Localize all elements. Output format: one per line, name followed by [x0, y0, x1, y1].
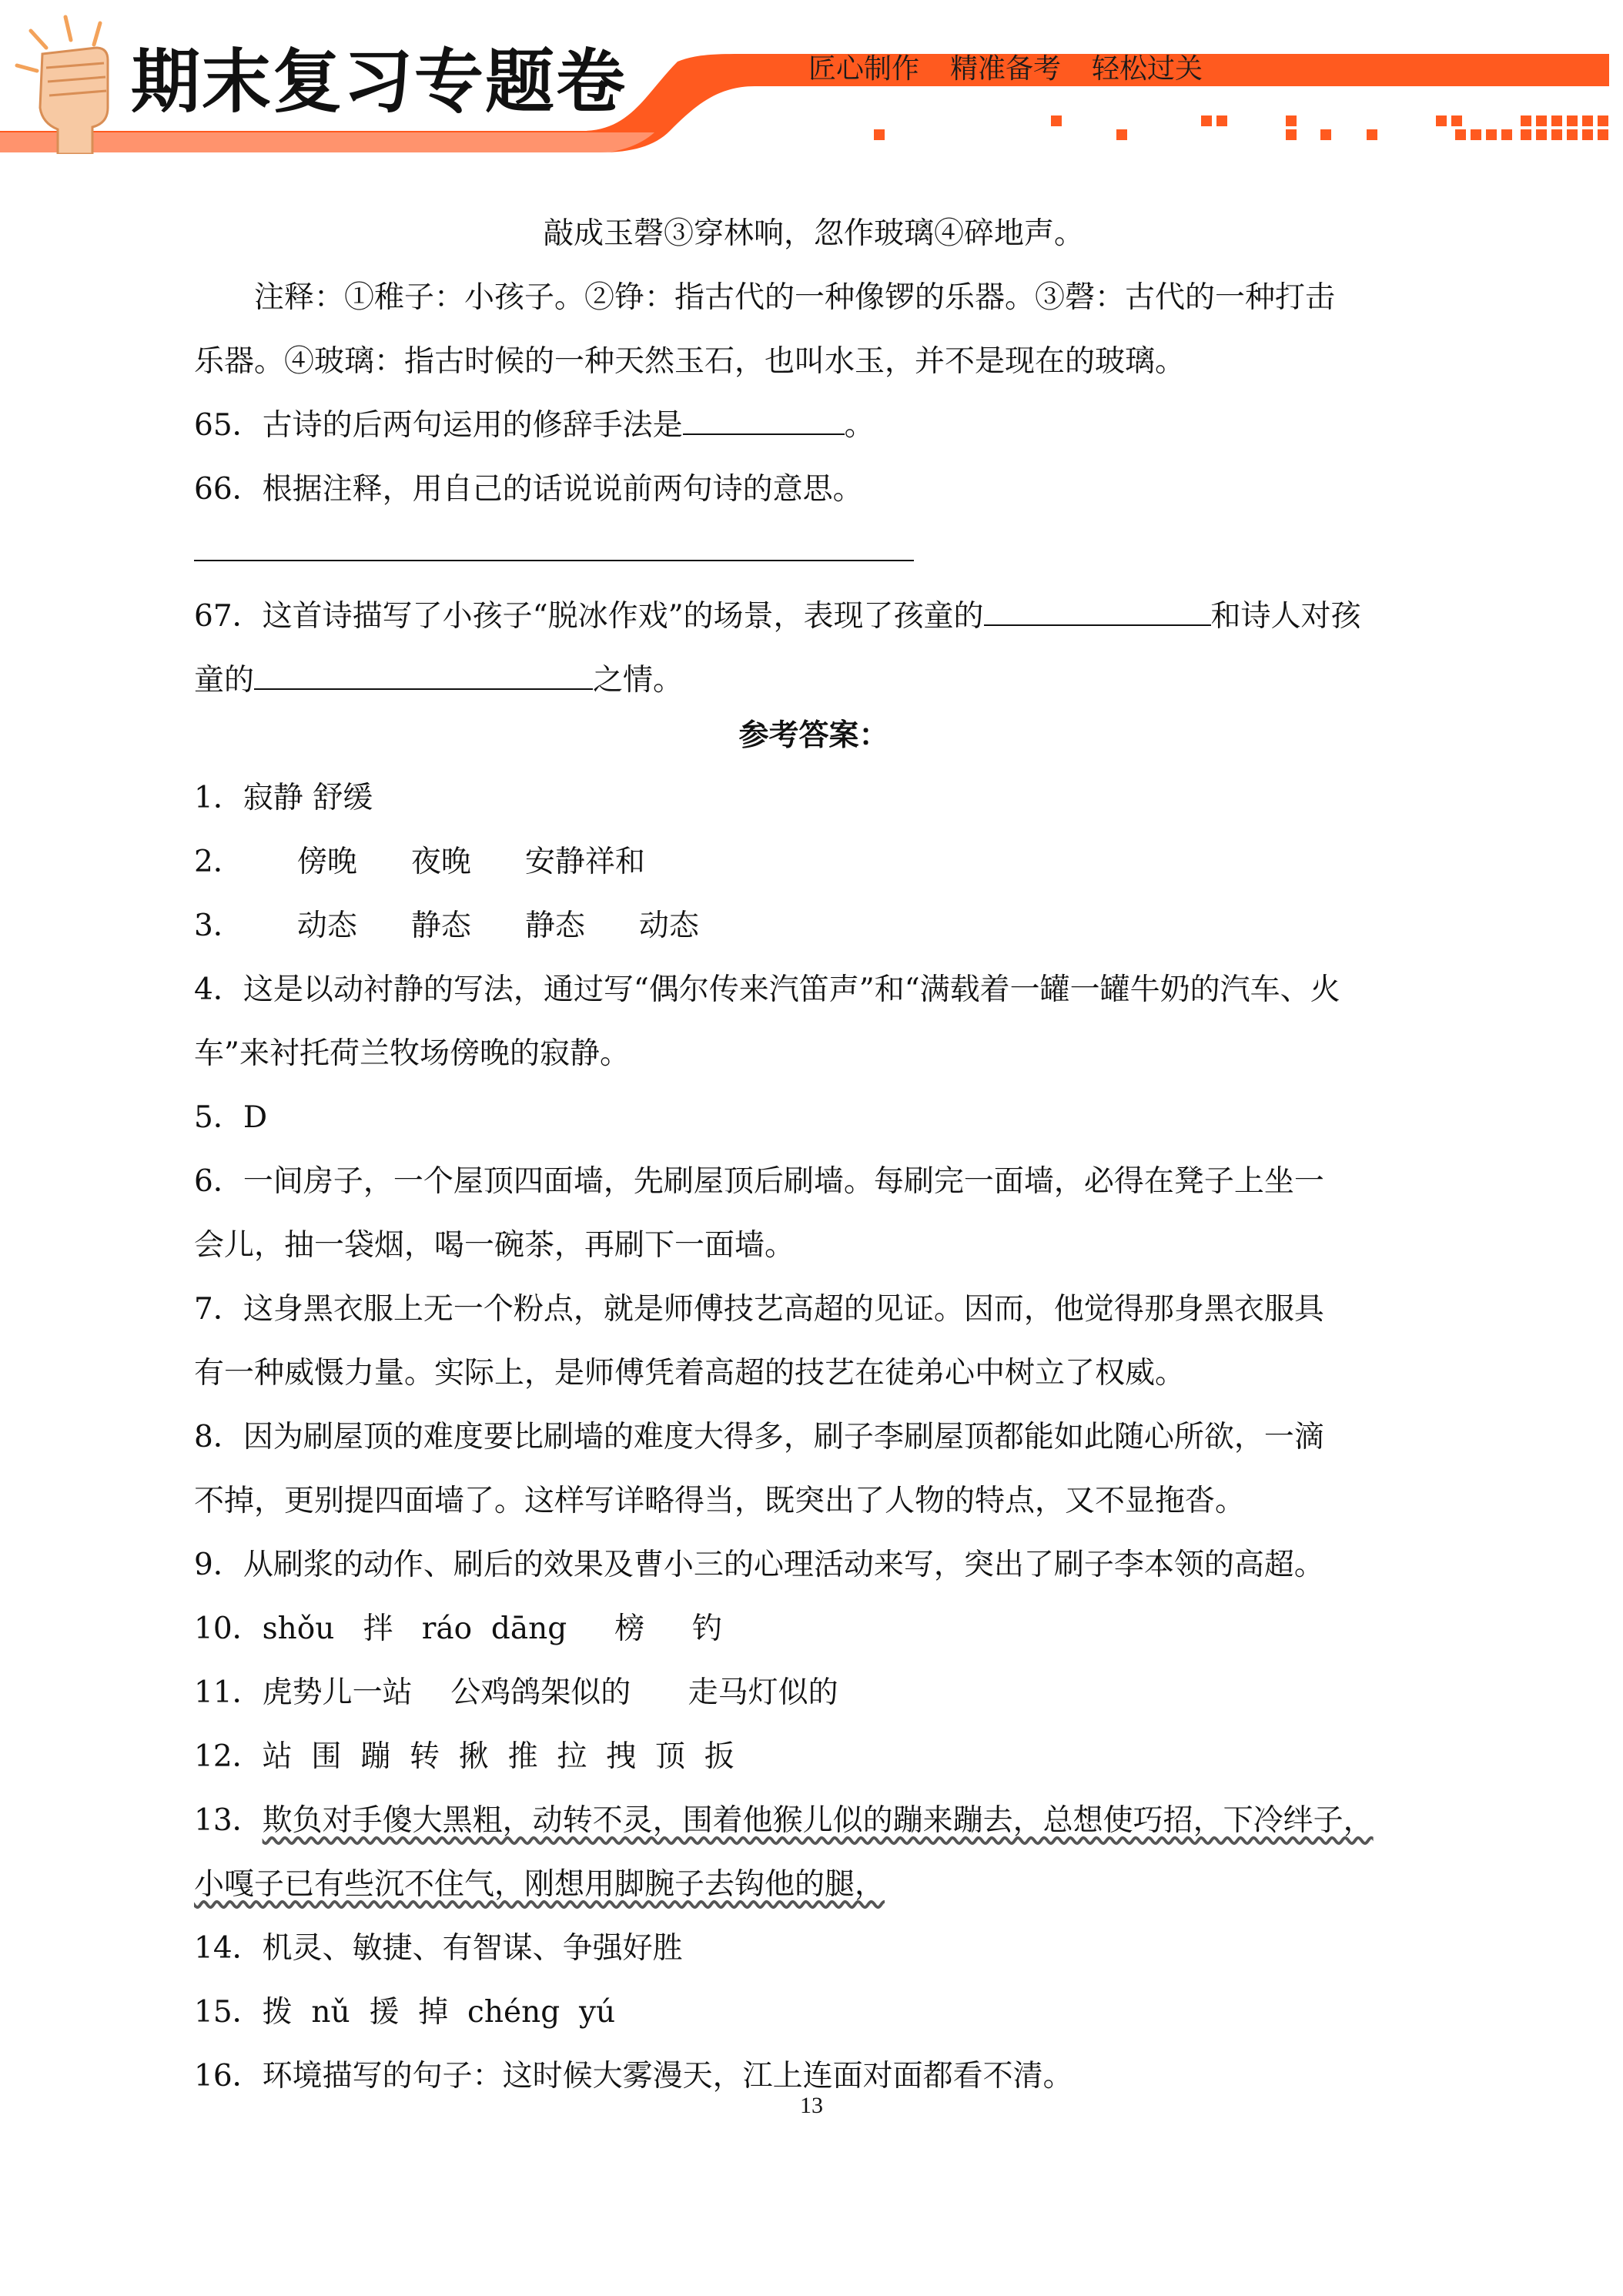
- answer-blank[interactable]: [683, 403, 845, 435]
- slogan-3: 轻松过关: [1092, 53, 1203, 85]
- answer-13-line-2: 小嘎子已有些沉不住气，刚想用脚腕子去钩他的腿，: [194, 1867, 885, 1902]
- answer-4-line-1: 4．这是以动衬静的写法，通过写“偶尔传来汽笛声”和“满载着一罐一罐牛奶的汽车、火: [194, 972, 1340, 1007]
- answer-2: 2． 傍晚 夜晚 安静祥和: [194, 845, 645, 879]
- question-66: 66．根据注释，用自己的话说说前两句诗的意思。: [194, 472, 863, 507]
- notes-line-1: 注释：①稚子：小孩子。②铮：指古代的一种像锣的乐器。③磬：古代的一种打击: [254, 280, 1336, 315]
- answer-15: 15．拨 nǔ 援 掉 chéng yú: [194, 1995, 616, 2030]
- answer-line[interactable]: [194, 521, 914, 561]
- slogan-1: 匠心制作: [808, 53, 920, 85]
- answer-blank[interactable]: [254, 658, 593, 690]
- answer-6-line-2: 会儿，抽一袋烟，喝一碗茶，再刷下一面墙。: [194, 1228, 795, 1263]
- page-header: [0, 0, 1623, 154]
- answer-13-line-1: 13．欺负对手傻大黑粗，动转不灵，围着他猴儿似的蹦来蹦去，总想使巧招，下冷绊子，: [194, 1803, 1374, 1838]
- header-title: 期末复习专题卷: [131, 42, 627, 122]
- answer-8-line-1: 8．因为刷屋顶的难度要比刷墙的难度大得多，刷子李刷屋顶都能如此随心所欲，一滴: [194, 1420, 1324, 1454]
- poem-line: 敲成玉磬③穿林响，忽作玻璃④碎地声。: [543, 216, 1084, 251]
- header-slogans: [808, 55, 1578, 83]
- answer-5: 5．D: [194, 1100, 268, 1135]
- answer-blank[interactable]: [984, 594, 1211, 626]
- answer-7-line-1: 7．这身黑衣服上无一个粉点，就是师傅技艺高超的见证。因而，他觉得那身黑衣服具: [194, 1292, 1324, 1327]
- answer-8-line-2: 不掉，更别提四面墙了。这样写详略得当，既突出了人物的特点，又不显拖沓。: [194, 1484, 1246, 1518]
- answer-1: 1．寂静 舒缓: [194, 781, 373, 815]
- answer-9: 9．从刷浆的动作、刷后的效果及曹小三的心理活动来写，突出了刷子李本领的高超。: [194, 1548, 1324, 1582]
- answer-12: 12．站 围 蹦 转 揪 推 拉 拽 顶 扳: [194, 1739, 735, 1774]
- page-number: 13: [800, 2093, 823, 2118]
- question-65: 65．古诗的后两句运用的修辞手法是 。: [194, 393, 1434, 457]
- answer-6-line-1: 6．一间房子，一个屋顶四面墙，先刷屋顶后刷墙。每刷完一面墙，必得在凳子上坐一: [194, 1164, 1324, 1199]
- slogan-2: 精准备考: [950, 53, 1062, 85]
- notes-line-2: 乐器。④玻璃：指古时候的一种天然玉石，也叫水玉，并不是现在的玻璃。: [194, 344, 1186, 379]
- answer-10: 10．shǒu 拌 ráo dāng 榜 钓: [194, 1612, 723, 1646]
- answer-7-line-2: 有一种威慑力量。实际上，是师傅凭着高超的技艺在徒弟心中树立了权威。: [194, 1356, 1186, 1391]
- answers-title: 参考答案：: [738, 718, 889, 753]
- answer-14: 14．机灵、敏捷、有智谋、争强好胜: [194, 1931, 683, 1966]
- answer-16: 16．环境描写的句子：这时候大雾漫天，江上连面对面都看不清。: [194, 2059, 1073, 2094]
- answer-4-line-2: 车”来衬托荷兰牧场傍晚的寂静。: [194, 1036, 630, 1071]
- document-body: [194, 202, 1434, 2108]
- question-67-cont: 童的 之情。: [194, 648, 1434, 712]
- answer-3: 3． 动态 静态 静态 动态: [194, 909, 699, 943]
- answer-11: 11．虎势儿一站 公鸡鸽架似的 走马灯似的: [194, 1675, 838, 1710]
- question-67: 67．这首诗描写了小孩子“脱冰作戏”的场景，表现了孩童的 和诗人对孩: [194, 584, 1434, 648]
